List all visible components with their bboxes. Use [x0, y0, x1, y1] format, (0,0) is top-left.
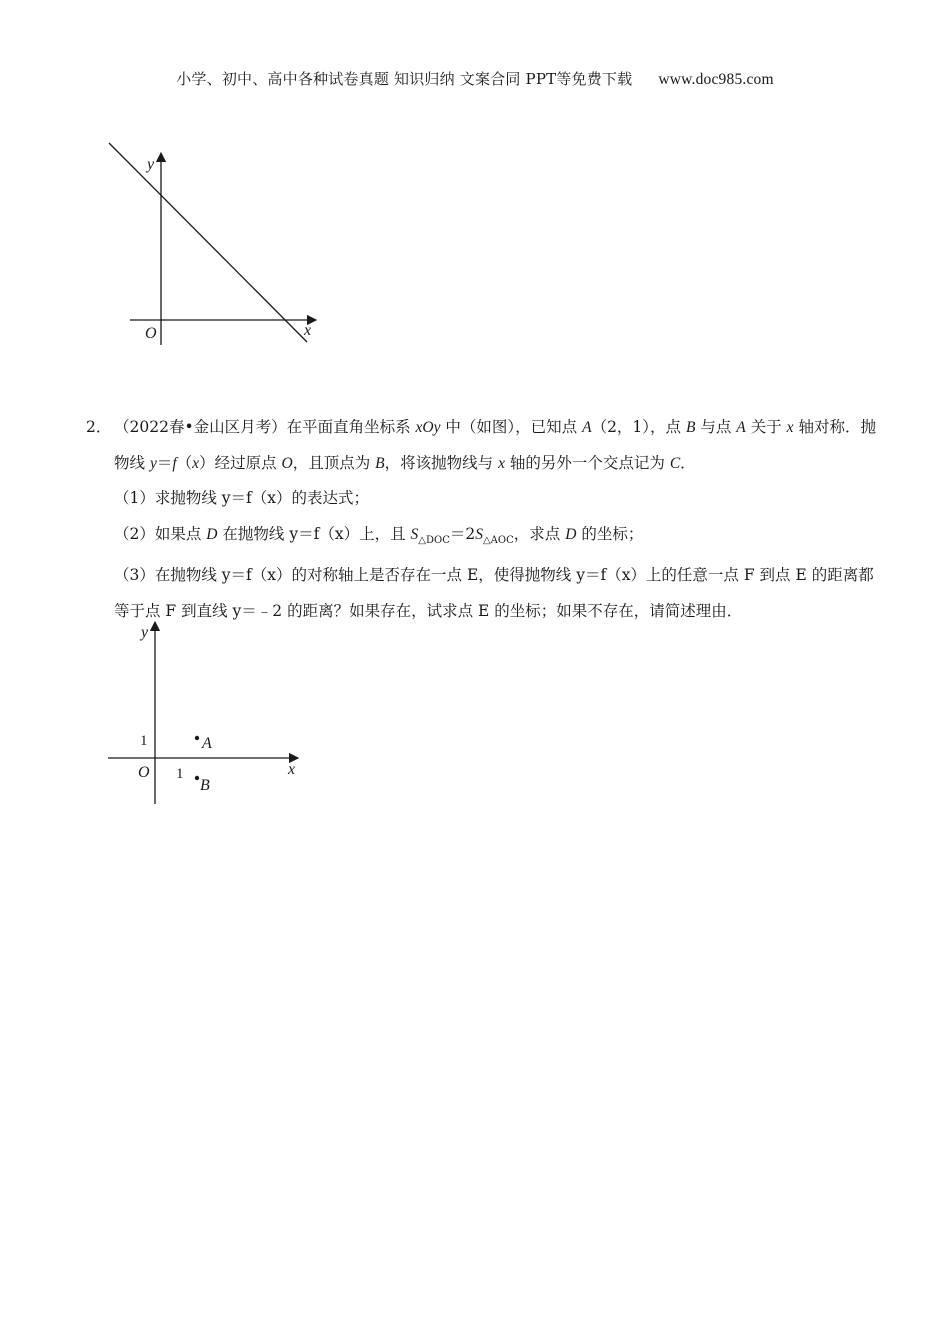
- stem-text: ，且顶点为: [292, 453, 376, 472]
- stem-text: 在平面直角坐标系: [286, 418, 416, 436]
- point-a-dot: [195, 736, 199, 740]
- problem-source: （2022春•金山区月考）: [114, 418, 287, 436]
- y-axis-label: y: [141, 624, 149, 641]
- stem-var-x: x: [786, 419, 794, 436]
- stem-text: 关于: [745, 418, 787, 436]
- point-b-dot: [195, 776, 199, 780]
- origin-label: O: [145, 325, 157, 342]
- stem-point-b: B: [685, 419, 696, 436]
- x-axis-label: x: [304, 322, 312, 339]
- stem-var-xoy: xOy: [415, 419, 441, 436]
- q2-point-d: D: [206, 525, 218, 543]
- figure-2-coordinate-plane: [100, 620, 310, 810]
- stem-point-a: A: [582, 419, 592, 436]
- stem-text: 经过原点: [214, 453, 282, 472]
- q2-text: ＝2: [449, 524, 476, 543]
- header-url[interactable]: www.doc985.com: [658, 71, 774, 88]
- stem-func: f: [172, 454, 177, 472]
- stem-point-o: O: [281, 454, 293, 472]
- stem-var-x: x: [498, 454, 505, 472]
- stem-point-c: C: [669, 454, 681, 472]
- sub-question-1: （1）求抛物线 y＝f（x）的表达式；: [114, 489, 370, 507]
- stem-text: 与点: [695, 418, 737, 436]
- page-header: [0, 68, 950, 89]
- x-tick-label: 1: [176, 766, 184, 782]
- y-tick-label: 1: [140, 733, 148, 749]
- stem-func: x: [192, 454, 200, 472]
- q2-text: ，求点: [513, 524, 566, 543]
- q2-area-subscript: △DOC: [418, 534, 450, 546]
- stem-point-a: A: [736, 419, 746, 436]
- problem-2-stem: [86, 410, 876, 481]
- q2-area-symbol: S: [475, 525, 483, 543]
- point-b-label: B: [200, 777, 210, 794]
- x-axis-label: x: [288, 761, 296, 778]
- stem-text: 中（如图），已知点: [440, 418, 583, 436]
- point-a-label: A: [202, 735, 212, 752]
- q2-text: 的坐标；: [576, 524, 644, 543]
- q2-text: （2）如果点: [114, 524, 207, 543]
- q2-point-d: D: [565, 525, 577, 543]
- problem-number: 2．: [86, 418, 112, 436]
- stem-point-b: B: [375, 454, 385, 472]
- figure-1-line-graph: [100, 135, 330, 360]
- stem-text: ，将该抛物线与: [384, 453, 499, 472]
- q2-func: y＝f（x）: [289, 524, 360, 543]
- stem-text: ＝: [156, 453, 173, 472]
- stem-func: y: [149, 454, 157, 472]
- stem-text: ．: [680, 453, 696, 472]
- stem-text: （2，1），点: [591, 418, 686, 436]
- stem-text: （: [176, 453, 193, 472]
- origin-label: O: [138, 764, 150, 781]
- y-axis-label: y: [147, 156, 155, 173]
- stem-text: 轴对称．抛物线: [114, 418, 876, 472]
- header-text: 小学、初中、高中各种试卷真题 知识归纳 文案合同 PPT等免费下载: [176, 70, 633, 88]
- q2-area-subscript: △AOC: [482, 534, 514, 546]
- stem-text: ）: [199, 453, 215, 472]
- problem-2: [86, 410, 876, 629]
- sub-question-3: （3）在抛物线 y＝f（x）的对称轴上是否存在一点 E，使得抛物线 y＝f（x）上的任意一点 F 到点 E 的距离都等于点 F 到直线 y＝﹣2 的距离？如果存在，试求点 E 的坐标；如果不存在，请简述理由．: [114, 566, 874, 620]
- decreasing-line: [109, 143, 307, 342]
- q2-text: 在抛物线: [217, 524, 290, 543]
- q2-text: 上，且: [359, 524, 411, 543]
- stem-text: 轴的另外一个交点记为: [504, 453, 670, 472]
- q2-area-symbol: S: [410, 525, 419, 543]
- sub-question-2: [86, 517, 876, 559]
